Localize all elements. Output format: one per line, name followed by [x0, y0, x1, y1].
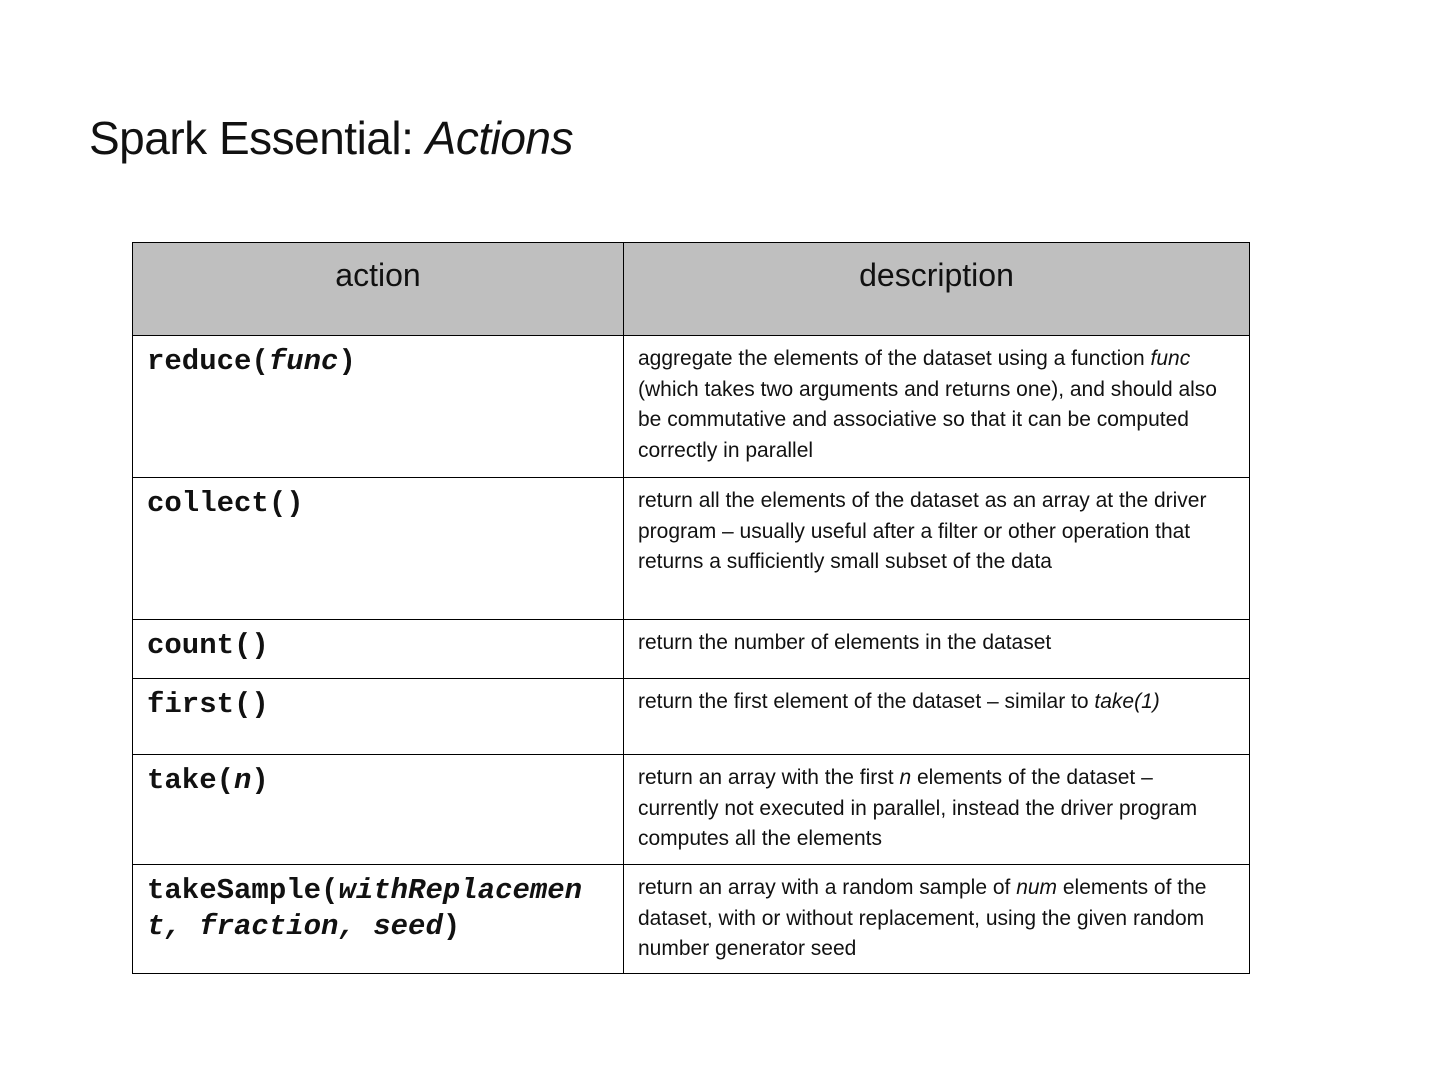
- slide-title: [89, 108, 573, 168]
- description-text: aggregate the elements of the dataset using a function: [638, 347, 1151, 370]
- action-name: takeSample(: [147, 874, 339, 907]
- action-args: func: [268, 345, 339, 378]
- table-row: [133, 620, 1250, 679]
- action-name: count(): [147, 629, 269, 662]
- description-cell: [624, 679, 1250, 755]
- description-emphasis: func: [1150, 347, 1191, 370]
- description-cell: [624, 755, 1250, 865]
- title-main-text: Spark Essential:: [89, 112, 426, 164]
- action-cell-takesample: [133, 865, 624, 974]
- actions-table: [132, 242, 1250, 974]
- action-cell-collect: [133, 478, 624, 620]
- description-emphasis: num: [1016, 876, 1058, 899]
- table-row: [133, 336, 1250, 478]
- action-cell-reduce: [133, 336, 624, 478]
- action-close: ): [338, 345, 356, 378]
- action-cell-first: [133, 679, 624, 755]
- description-cell: [624, 620, 1250, 679]
- table-row: [133, 478, 1250, 620]
- title-italic-text: Actions: [425, 112, 574, 164]
- header-row: [133, 243, 1250, 336]
- table-row: [133, 755, 1250, 865]
- action-name: take(: [147, 764, 235, 797]
- action-cell-take: [133, 755, 624, 865]
- description-text: return the number of elements in the dataset: [638, 631, 1052, 654]
- description-text: elements of the dataset – currently not executed in parallel, instead the driver program computes all the elements: [638, 766, 1198, 850]
- header-description: description: [624, 243, 1250, 336]
- description-cell: [624, 336, 1250, 478]
- action-close: ): [442, 910, 461, 943]
- action-cell-count: [133, 620, 624, 679]
- description-text: (which takes two arguments and returns one), and should also be commutative and associative so that it can be computed correctly in parallel: [638, 377, 1217, 462]
- action-name: reduce(: [147, 345, 269, 378]
- description-text: elements of the dataset, with or without replacement, using the given random number generator seed: [638, 876, 1207, 960]
- header-action: action: [133, 243, 624, 336]
- description-text: return all the elements of the dataset as an array at the driver program – usually useful after a filter or other operation that returns a sufficiently small subset of the data: [638, 489, 1207, 573]
- action-name: first(): [147, 688, 269, 721]
- description-text: return the first element of the dataset – similar to: [638, 690, 1095, 713]
- action-args: n: [234, 764, 252, 797]
- action-args: withReplacement, fraction, seed: [147, 874, 583, 943]
- description-text: return an array with a random sample of: [638, 876, 1017, 899]
- action-close: ): [251, 764, 269, 797]
- description-cell: [624, 865, 1250, 974]
- table-row: [133, 865, 1250, 974]
- action-name: collect(): [147, 487, 304, 520]
- table-row: [133, 679, 1250, 755]
- description-emphasis: take(1): [1094, 690, 1160, 713]
- description-text: return an array with the first: [638, 766, 900, 789]
- description-emphasis: n: [899, 766, 912, 789]
- description-cell: [624, 478, 1250, 620]
